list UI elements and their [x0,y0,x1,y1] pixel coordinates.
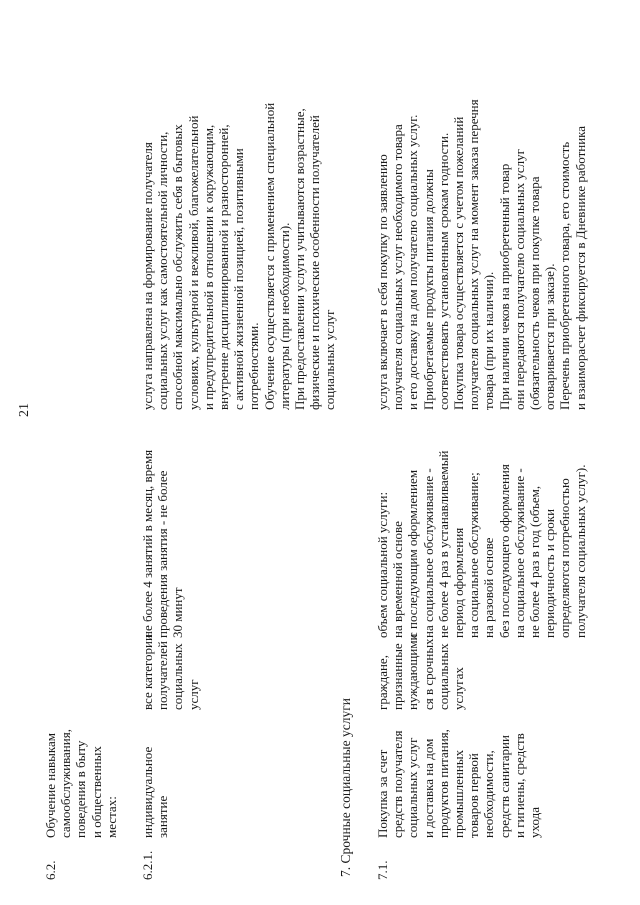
text-line: на разовой основе [481,537,497,638]
text-line: и взаиморасчет фиксируется в Дневнике работника [572,125,588,410]
row-7-1-name [375,729,542,838]
row-6-2-1-name [140,747,170,838]
text-line: Обучение осуществляется с применением специальной [261,102,277,410]
text-line: Приобретаемые продукты питания должны [420,169,436,410]
page-number: 21 [17,403,32,417]
text-line: занятие [155,795,171,838]
text-line: промышленных [451,749,467,838]
text-line: литературы (при необходимости). [276,222,292,410]
text-line: индивидуальное [140,746,155,838]
text-line: товара (при их наличии). [481,271,497,410]
row-6-2-name [43,729,119,838]
row-7-1-description [375,99,588,410]
text-line: без последующего оформления [496,464,512,638]
text-line: они передаются получателю социальных услуг [511,149,527,410]
text-line: Обучение навыкам [43,733,58,838]
text-line: социальных услуг [322,309,338,410]
row-6-2-number: 6.2. [43,860,58,880]
text-line: и гигиены, средств [511,733,527,838]
text-line: не более 4 раз в год (объем, [527,485,543,638]
text-line: услугах [451,667,467,710]
text-line: получателя социальных услуг). [572,464,588,638]
text-line: период оформления [451,527,467,638]
text-line: все категории [140,634,155,710]
section-7-title: 7. Срочные социальные услуги [338,698,353,877]
text-line: не более 4 раз в устанавливаемый [435,450,451,638]
text-line: и общественных [88,746,104,838]
row-7-1-recipients [375,633,466,710]
text-line: социальных [170,643,186,710]
text-line: получателей [155,641,171,710]
row-6-2-1-recipients [140,634,201,710]
text-line: социальных услуг как самостоятельной личности, [155,131,171,410]
text-line: При наличии чеков на приобретенный товар [496,163,512,410]
text-line: на социальное обслуживание - [511,468,527,638]
row-7-1-volume [375,451,588,638]
text-line: не более 4 занятий в месяц, время [140,449,155,638]
text-line: и предупредительной в отношении к окружающим, [200,124,216,410]
text-line: физические и психические особенности получателей [307,115,323,410]
text-line: оговаривается при заказе). [542,263,558,410]
text-line: и доставка на дом [420,738,436,838]
text-line: социальных услуг [405,737,421,838]
text-line: на социальное обслуживание - [420,468,436,638]
text-line: и его доставку на дом получателю социальных услуг. [405,114,421,410]
text-line: продуктов питания, [435,729,451,838]
text-line: ся в срочных [420,638,436,710]
text-line: периодичность и сроки [542,508,558,638]
text-line: условиях, культурной и вежливой, благожелательной [185,115,201,410]
text-line: При предоставлении услуги учитываются возрастные, [292,108,308,410]
row-7-1-number: 7.1. [375,860,390,880]
row-6-2-1-number: 6.2.1. [140,850,155,880]
text-line: Покупка товара осуществляется с учетом пожеланий [451,116,467,410]
text-line: соответствовать установленным срокам годности. [435,132,451,410]
text-line: объем социальной услуги: [375,491,390,638]
text-line: услуга включает в себя покупку по заявлению [375,154,390,410]
text-line: на временной основе [390,521,406,638]
row-6-2-1-description [140,103,338,410]
text-line: 30 минут [170,587,186,638]
text-line: признанные [390,643,406,710]
text-line: необходимости, [481,750,497,838]
text-line: получателя социальных услуг на момент заказа перечня [466,99,482,410]
text-line: нуждающими [405,633,421,710]
text-line: с последующим оформлением [405,469,421,638]
text-line: самообслуживания, [58,729,74,838]
text-line: средств получателя [390,730,406,838]
text-line: на социальное обслуживание; [466,472,482,638]
text-line: средств санитарии [496,735,512,838]
text-line: услуг [185,679,201,710]
text-line: внутренне дисциплинированной и разносторонней, [216,124,232,410]
text-line: услуга направлена на формирование получателя [140,142,155,410]
text-line: Перечень приобретенного товара, его стоимость [557,141,573,410]
text-line: Покупка за счет [375,749,390,838]
text-line: получателя социальных услуг необходимого товара [390,124,406,410]
text-line: ухода [527,806,543,838]
text-line: проведения занятия - не более [155,470,171,638]
text-line: местах: [103,796,119,838]
text-line: определяются потребностью [557,478,573,638]
row-6-2-1-volume [140,450,186,638]
text-line: способной максимально обслужить себя в бытовых [170,124,186,410]
text-line: социальных [435,643,451,710]
text-line: товаров первой [466,753,482,838]
text-line: (обязательность чеков при покупке товара [527,176,543,410]
text-line: граждане, [375,655,390,710]
text-line: потребностями. [246,322,262,410]
text-line: с активной жизненной позицией, позитивными [231,148,247,410]
text-line: поведения в быту [73,740,89,838]
